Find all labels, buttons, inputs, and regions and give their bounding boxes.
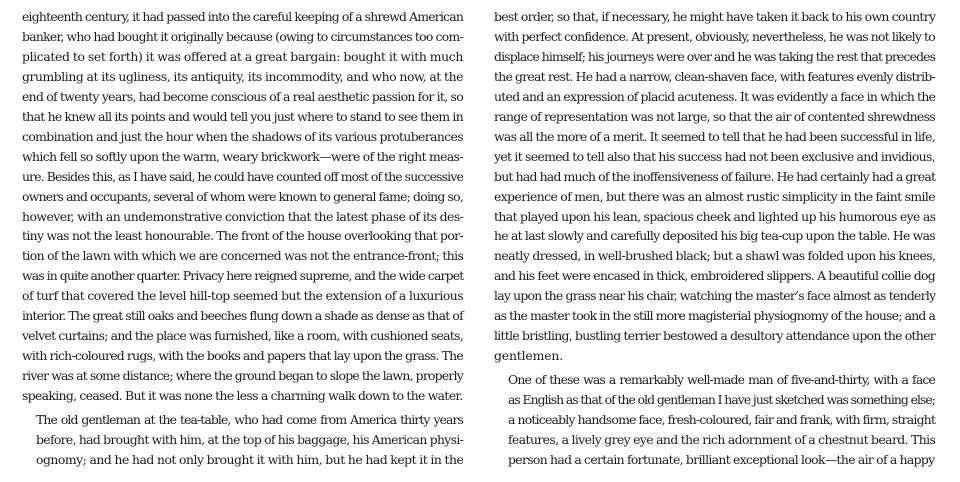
text-line: experience of men, but there was an almost rustic simplicity in the faint smile <box>494 188 936 204</box>
text-line: displace himself; his journeys were over and he was taking the rest that precedes <box>494 48 936 64</box>
text-line: before, had brought with him, at the top of his baggage, his American physi- <box>36 432 464 448</box>
text-line: tiny was not the least honourable. The front of the house overlooking that por- <box>22 228 463 244</box>
text-line: little bristling, bustling terrier bestowed a desultory attendance upon the other <box>494 328 935 344</box>
text-line: tion of the lawn with which we are concerned was not the entrance-front; this <box>22 248 464 264</box>
text-line: ognomy; and he had not only brought it with him, but he had kept it in the <box>36 451 464 467</box>
text-line: speaking, ceased. But it was none the less a charming walk down to the water. <box>22 388 463 404</box>
right-paragraph-1 <box>494 7 935 366</box>
text-line: owners and occupants, several of whom were known to general fame; doing so, <box>22 188 463 204</box>
text-line: that played upon his lean, spacious cheek and lighted up his humorous eye as <box>494 208 936 224</box>
text-line: river was at some distance; where the ground began to slope the lawn, properly <box>22 368 463 384</box>
text-line: The old gentleman at the tea-table, who had come from America thirty years <box>36 412 463 428</box>
text-line: he at last slowly and carefully deposited his big tea-cup upon the table. He was <box>494 228 935 244</box>
text-line: range of representation was not large, so that the air of contented shrewdness <box>494 108 935 124</box>
text-line: that he knew all its points and would tell you just where to stand to see them in <box>22 108 463 124</box>
left-paragraph-2 <box>22 410 463 470</box>
text-line: as the master took in the still more magisterial physiognomy of the house; and a <box>494 308 936 324</box>
text-line: eighteenth century, it had passed into the careful keeping of a shrewd American <box>22 9 464 24</box>
text-line: however, with an undemonstrative conviction that the latest phase of its des- <box>22 208 464 224</box>
text-line: end of twenty years, had become conscious of a real aesthetic passion for it, so <box>22 88 463 104</box>
right-page <box>494 7 935 470</box>
text-line: of turf that covered the level hill-top seemed but the extension of a luxurious <box>22 288 464 304</box>
text-line: features, a lively grey eye and the rich adornment of a chestnut beard. This <box>508 432 936 448</box>
text-line: with rich-coloured rugs, with the books and papers that lay upon the grass. The <box>22 348 463 364</box>
left-page <box>22 7 463 470</box>
text-line: yet it seemed to tell also that his success had not been exclusive and invidious, <box>494 148 935 164</box>
right-paragraph-2 <box>494 370 935 470</box>
text-line: best order, so that, if necessary, he might have taken it back to his own country <box>494 9 936 24</box>
text-line: with perfect confidence. At present, obviously, nevertheless, he was not likely to <box>494 28 935 44</box>
text-line: a noticeably handsome face, fresh-coloured, fair and frank, with firm, straight <box>508 412 936 428</box>
text-line: velvet curtains; and the place was furnished, like a room, with cushioned seats, <box>22 328 463 344</box>
text-line: ure. Besides this, as I have said, he could have counted off most of the successive <box>22 168 463 184</box>
text-line: banker, who had bought it originally because (owing to circumstances too com- <box>22 28 463 44</box>
text-line: grumbling at its ugliness, its antiquity, its incommodity, and who now, at the <box>22 68 463 84</box>
text-line: uted and an expression of placid acuteness. It was evidently a face in which the <box>494 88 936 104</box>
text-line: One of these was a remarkably well-made man of five-and-thirty, with a face <box>508 372 935 388</box>
text-line: interior. The great still oaks and beeches flung down a shade as dense as that of <box>22 308 463 324</box>
text-line: which fell so softly upon the warm, weary brickwork—were of the right meas- <box>22 148 463 164</box>
text-line: as English as that of the old gentleman I have just sketched was something else; <box>508 392 935 408</box>
text-line: lay upon the grass near his chair, watching the master’s face almost as tenderly <box>494 288 936 304</box>
text-line: combination and just the hour when the shadows of its various protuberances <box>22 128 463 144</box>
left-paragraph-1 <box>22 7 463 406</box>
text-line: the great rest. He had a narrow, clean-shaven face, with features evenly distrib- <box>494 68 935 84</box>
text-line: plicated to set forth) it was offered at a great bargain: bought it with much <box>22 48 463 64</box>
text-line: but had had much of the inoffensiveness of failure. He had certainly had a great <box>494 168 936 184</box>
text-line: gentlemen. <box>494 348 564 364</box>
text-line: neatly dressed, in well-brushed black; but a shawl was folded upon his knees, <box>494 248 936 264</box>
text-line: was in quite another quarter. Privacy here reigned supreme, and the wide carpet <box>22 268 464 284</box>
text-line: was all the more of a merit. It seemed to tell that he had been successful in life, <box>494 128 935 144</box>
text-line: and his feet were encased in thick, embroidered slippers. A beautiful collie dog <box>494 268 935 284</box>
text-line: person had a certain fortunate, brilliant exceptional look—the air of a happy <box>508 451 935 467</box>
